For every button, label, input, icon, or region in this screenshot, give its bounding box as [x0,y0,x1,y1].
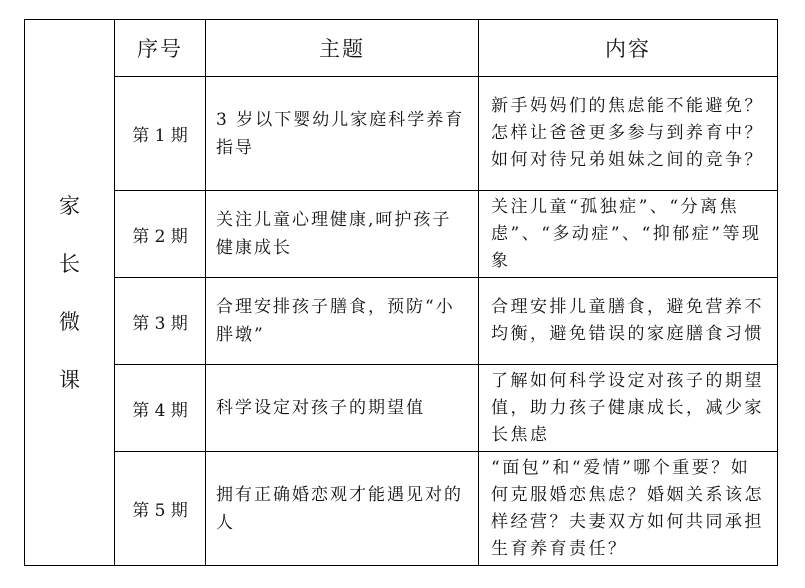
side-label-char: 家 [59,193,80,218]
side-label-char: 长 [59,251,80,276]
side-label-cell [25,20,115,566]
header-number: 序号 [115,20,206,77]
header-row [25,20,778,77]
side-label-char: 微 [59,309,80,334]
episode-content: 合理安排儿童膳食，避免营养不均衡，避免错误的家庭膳食习惯 [479,278,778,365]
table-row [25,191,778,278]
table-row [25,77,778,191]
episode-topic: 3 岁以下婴幼儿家庭科学养育指导 [206,77,479,191]
episode-number: 第 5 期 [115,452,206,566]
episode-number: 第 4 期 [115,365,206,452]
episode-topic: 关注儿童心理健康,呵护孩子健康成长 [206,191,479,278]
episode-content: 关注儿童“孤独症”、“分离焦虑”、“多动症”、“抑郁症”等现象 [479,191,778,278]
table-row [25,452,778,566]
episode-topic: 合理安排孩子膳食，预防“小胖墩” [206,278,479,365]
episode-content: “面包”和“爱情”哪个重要？如何克服婚恋焦虑？婚姻关系该怎样经营？夫妻双方如何共同承担生育养育责任？ [479,452,778,566]
course-table [24,19,778,566]
episode-topic: 拥有正确婚恋观才能遇见对的人 [206,452,479,566]
header-topic: 主题 [206,20,479,77]
episode-number: 第 3 期 [115,278,206,365]
episode-content: 新手妈妈们的焦虑能不能避免？怎样让爸爸更多参与到养育中？如何对待兄弟姐妹之间的竞争？ [479,77,778,191]
table-row [25,278,778,365]
table-row [25,365,778,452]
episode-content: 了解如何科学设定对孩子的期望值，助力孩子健康成长，减少家长焦虑 [479,365,778,452]
side-label-char: 课 [59,367,80,392]
episode-number: 第 2 期 [115,191,206,278]
episode-number: 第 1 期 [115,77,206,191]
episode-topic: 科学设定对孩子的期望值 [206,365,479,452]
header-content: 内容 [479,20,778,77]
